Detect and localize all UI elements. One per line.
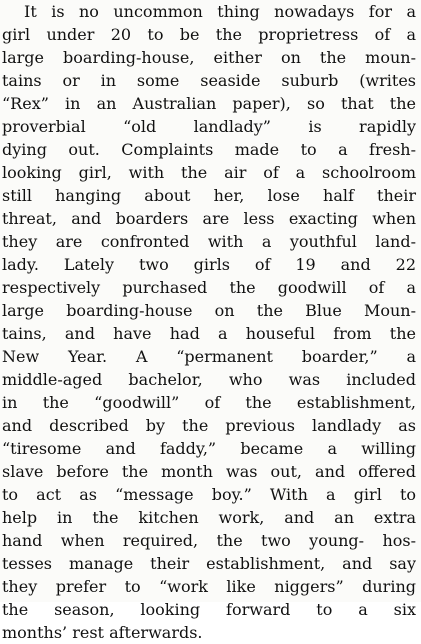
article-line: New Year. A “permanent boarder,” a (2, 347, 416, 366)
article-line: tains, and have had a houseful from the (2, 324, 416, 343)
article-line: middle-aged bachelor, who was included (2, 370, 416, 389)
article-line: large boarding-house, either on the moun- (2, 48, 416, 67)
article-line: lady. Lately two girls of 19 and 22 (2, 255, 416, 274)
article-line: in the “goodwill” of the establishment, (2, 393, 416, 412)
article-line: dying out. Complaints made to a fresh- (2, 140, 416, 159)
article-line: they prefer to “work like niggers” during (2, 577, 416, 596)
article-line: “tiresome and faddy,” became a willing (2, 439, 416, 458)
article-line: threat, and boarders are less exacting when (2, 209, 416, 228)
article-line: slave before the month was out, and offered (2, 462, 416, 481)
article-line: respectively purchased the goodwill of a (2, 278, 416, 297)
article-line: the season, looking forward to a six (2, 600, 416, 619)
article-line: they are confronted with a youthful land- (2, 232, 416, 251)
article-line: help in the kitchen work, and an extra (2, 508, 416, 527)
article-line: “Rex” in an Australian paper), so that the (2, 94, 416, 113)
article-line: It is no uncommon thing nowadays for a (24, 2, 416, 21)
article-line: months’ rest afterwards. (2, 623, 203, 642)
article-line: hand when required, the two young- hos- (2, 531, 416, 550)
article-line: proverbial “old landlady” is rapidly (2, 117, 416, 136)
article-line: and described by the previous landlady as (2, 416, 416, 435)
article-line: girl under 20 to be the proprietress of a (2, 25, 416, 44)
article-line: tesses manage their establishment, and say (2, 554, 416, 573)
article-line: to act as “message boy.” With a girl to (2, 485, 416, 504)
article-text-column (2, 0, 416, 644)
article-line: looking girl, with the air of a schoolroom (2, 163, 416, 182)
article-line: still hanging about her, lose half their (2, 186, 416, 205)
article-line: large boarding-house on the Blue Moun- (2, 301, 416, 320)
article-line: tains or in some seaside suburb (writes (2, 71, 416, 90)
